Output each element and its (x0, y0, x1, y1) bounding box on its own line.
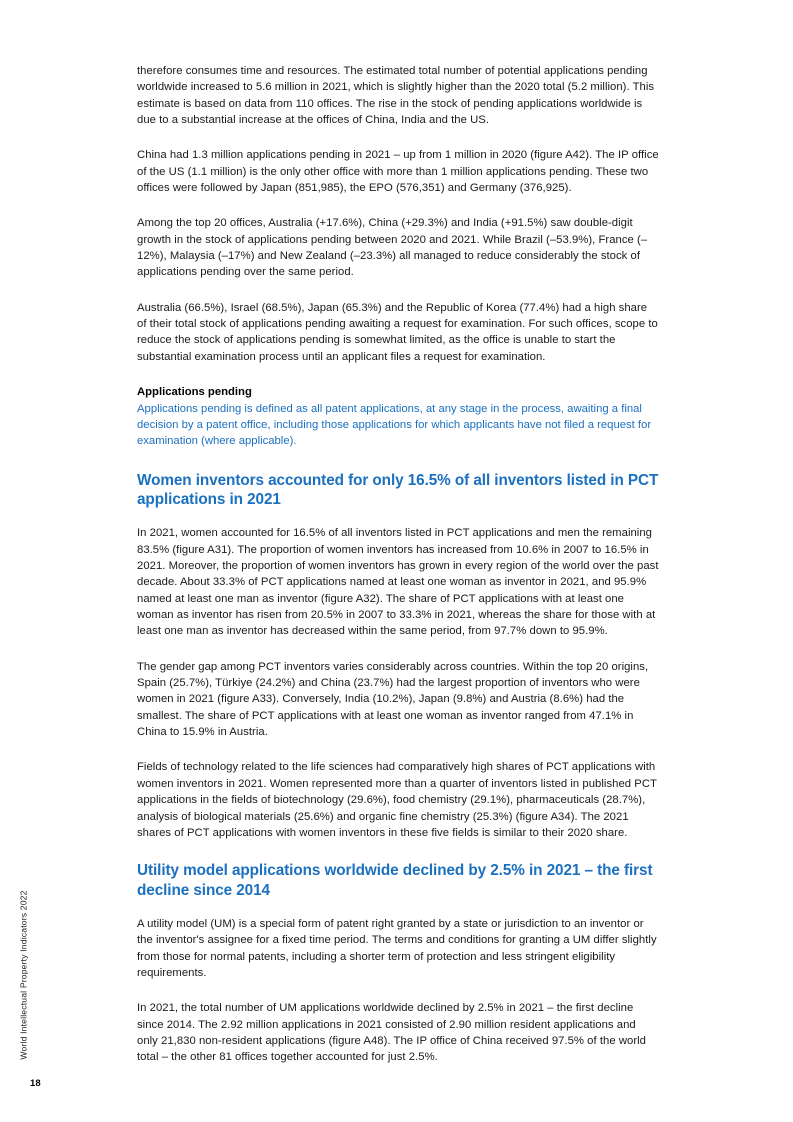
definition-text: Applications pending is defined as all patent applications, at any stage in the process, awaiting a final decision by a patent office, including those applications for which applicants have not filed a request for examination (where applicable). (137, 402, 652, 448)
definition-label: Applications pending (137, 386, 252, 399)
heading-utility-model: Utility model applications worldwide declined by 2.5% in 2021 – the first decline since 2014 (137, 862, 653, 899)
paragraph-utility-model-definition: A utility model (UM) is a special form of patent right granted by a state or jurisdiction to an inventor or the inventor's assignee for a fixed time period. The terms and conditions for granting a UM differ slightly from those for normal patents, including a shorter term of protection and less stringent eligibility requirements. (137, 918, 657, 980)
paragraph-continued-pending-stock: therefore consumes time and resources. The estimated total number of potential applications pending worldwide increased to 5.6 million in 2021, which is slightly higher than the 2020 total (5.2 million). This estimate is based on data from 110 offices. The rise in the stock of pending applications worldwide is due to a substantial increase at the offices of China, India and the US. (137, 65, 655, 127)
main-text-column (137, 63, 659, 1066)
paragraph-women-share-pct: In 2021, women accounted for 16.5% of all inventors listed in PCT applications and men the remaining 83.5% (figure A31). The proportion of women inventors has increased from 10.6% in 2007 to 16.5% in 2021. Moreover, the proportion of women inventors has grown in every region of the world over the past decade. About 33.3% of PCT applications named at least one woman as inventor in 2021, and 95.9% named at least one man as inventor (figure A32). The share of PCT applications with at least one woman as inventor has risen from 20.5% in 2007 to 33.3% in 2021, whereas the share for those with at least one man as inventor has decreased within the same period, from 97.7% down to 95.9%. (137, 527, 659, 638)
paragraph-china-us-pending: China had 1.3 million applications pending in 2021 – up from 1 million in 2020 (figure A42). The IP office of the US (1.1 million) is the only other office with more than 1 million applications pending. These two offices were followed by Japan (851,985), the EPO (576,351) and Germany (376,925). (137, 149, 659, 195)
paragraph-top20-growth: Among the top 20 offices, Australia (+17.6%), China (+29.3%) and India (+91.5%) saw double-digit growth in the stock of applications pending between 2020 and 2021. While Brazil (–53.9%), France (–12%), Malaysia (–17%) and New Zealand (–23.3%) all managed to reduce considerably the stock of applications pending over the same period. (137, 217, 648, 279)
publication-title-vertical: World Intellectual Property Indicators 2022 (18, 890, 29, 1060)
paragraph-utility-model-totals: In 2021, the total number of UM applications worldwide declined by 2.5% in 2021 – the first decline since 2014. The 2.92 million applications in 2021 consisted of 2.90 million resident applications and only 21,830 non-resident applications (figure A48). The IP office of China received 97.5% of the world total – the other 81 offices together accounted for just 2.5%. (137, 1002, 646, 1064)
heading-women-inventors: Women inventors accounted for only 16.5% of all inventors listed in PCT applications in 2021 (137, 471, 659, 508)
paragraph-awaiting-examination: Australia (66.5%), Israel (68.5%), Japan (65.3%) and the Republic of Korea (77.4%) had a high share of their total stock of applications pending awaiting a request for examination. For such offices, scope to reduce the stock of applications pending is somewhat limited, as the office is unable to start the substantial examination process until an applicant files a request for examination. (137, 301, 658, 363)
page-number: 18 (30, 1078, 41, 1089)
paragraph-technology-fields: Fields of technology related to the life sciences had comparatively high shares of PCT applications with women inventors in 2021. Women represented more than a quarter of inventors listed in published PCT applications in the fields of biotechnology (29.6%), food chemistry (29.1%), pharmaceuticals (28.7%), analysis of biological materials (25.6%) and organic fine chemistry (25.3%) (figure A34). The 2021 shares of PCT applications with women inventors in these five fields is similar to their 2020 share. (137, 761, 657, 839)
running-footer-spine (18, 820, 44, 1060)
paragraph-gender-gap-origins: The gender gap among PCT inventors varies considerably across countries. Within the top 20 origins, Spain (25.7%), Türkiye (24.2%) and China (23.7%) had the largest proportion of inventors who were women in 2021 (figure A33). Conversely, India (10.2%), Japan (9.8%) and Austria (8.6%) had the smallest. The share of PCT applications with at least one woman as inventor ranged from 47.1% in China to 15.9% in Austria. (137, 660, 649, 739)
